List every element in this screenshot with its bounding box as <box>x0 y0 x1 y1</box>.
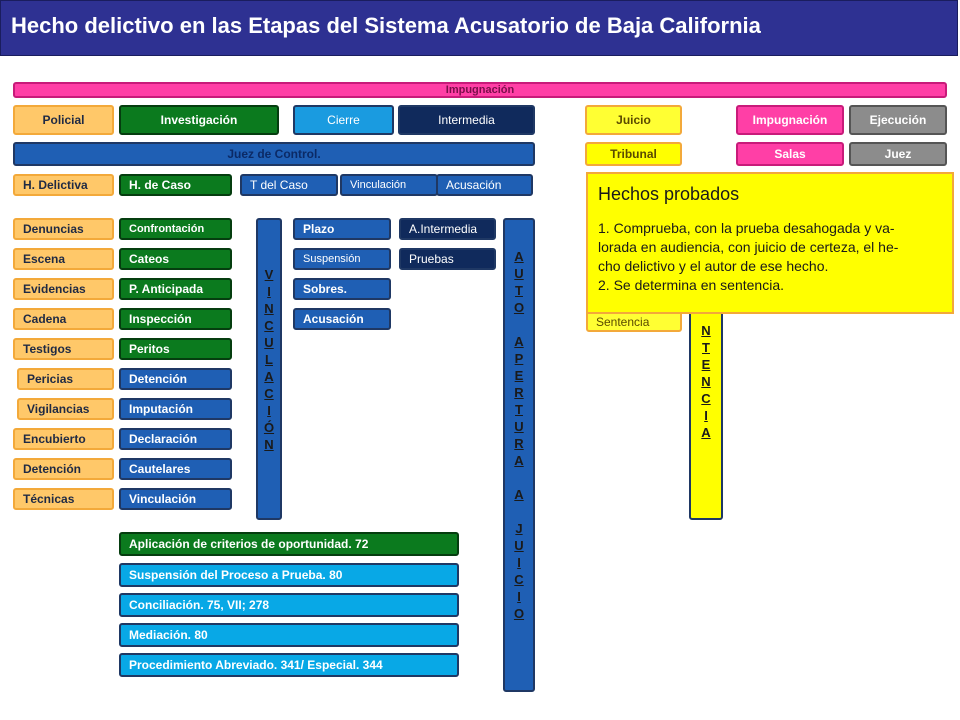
juez-de-control[interactable]: Juez de Control. <box>13 142 535 166</box>
auto-letter: A <box>514 334 524 349</box>
h-de-caso[interactable]: H. de Caso <box>119 174 232 196</box>
sentencia-letter: N <box>701 374 711 389</box>
sentencia-letter: C <box>701 391 711 406</box>
vinculacion-letter: I <box>267 403 271 418</box>
investigacion-item[interactable]: Vinculación <box>119 488 232 510</box>
policial-item[interactable]: Encubierto <box>13 428 114 450</box>
sentencia-letter: E <box>701 357 711 372</box>
vinculacion-letter: C <box>264 318 274 333</box>
auto-letter: T <box>515 283 523 298</box>
t-del-caso[interactable]: T del Caso <box>240 174 338 196</box>
juez[interactable]: Juez <box>849 142 947 166</box>
acusacion-box[interactable]: Acusación <box>436 174 533 196</box>
stage-cierre[interactable]: Cierre <box>293 105 394 135</box>
policial-item[interactable]: Detención <box>13 458 114 480</box>
policial-item[interactable]: Evidencias <box>13 278 114 300</box>
policial-item[interactable]: Denuncias <box>13 218 114 240</box>
popup-line: 1. Comprueba, con la prueba desahogada y va- <box>598 220 895 236</box>
policial-item[interactable]: Cadena <box>13 308 114 330</box>
auto-letter: I <box>517 555 521 570</box>
stage-juicio[interactable]: Juicio <box>585 105 682 135</box>
investigacion-item[interactable]: Peritos <box>119 338 232 360</box>
sentencia-letter: N <box>701 323 711 338</box>
vinculacion-letter: L <box>265 352 273 367</box>
alternativa-suspension[interactable]: Suspensión del Proceso a Prueba. 80 <box>119 563 459 587</box>
hechos-probados-popup <box>586 172 954 314</box>
sentencia-letter: A <box>701 425 711 440</box>
auto-letter: A <box>514 249 524 264</box>
sentencia-letter: T <box>702 340 710 355</box>
investigacion-item[interactable]: Imputación <box>119 398 232 420</box>
auto-letter: U <box>514 419 524 434</box>
alternativa-abreviado[interactable]: Procedimiento Abreviado. 341/ Especial. 344 <box>119 653 459 677</box>
auto-letter: T <box>515 402 523 417</box>
auto-letter: U <box>514 266 524 281</box>
policial-item[interactable]: Testigos <box>13 338 114 360</box>
intermedia-item[interactable]: A.Intermedia <box>399 218 496 240</box>
auto-letter: R <box>514 436 524 451</box>
investigacion-item[interactable]: P. Anticipada <box>119 278 232 300</box>
vinculacion-letter: C <box>264 386 274 401</box>
investigacion-item[interactable]: Detención <box>119 368 232 390</box>
alternativa-criterios[interactable]: Aplicación de criterios de oportunidad. 72 <box>119 532 459 556</box>
page-title: Hecho delictivo en las Etapas del Sistema Acusatorio de Baja California <box>11 13 761 38</box>
investigacion-item[interactable]: Cautelares <box>119 458 232 480</box>
vinculacion-vertical[interactable] <box>256 218 282 520</box>
policial-item[interactable]: Vigilancias <box>17 398 114 420</box>
auto-letter: P <box>514 351 524 366</box>
alternativa-mediacion[interactable]: Mediación. 80 <box>119 623 459 647</box>
stage-ejecucion[interactable]: Ejecución <box>849 105 947 135</box>
h-delictiva[interactable]: H. Delictiva <box>13 174 114 196</box>
stage-policial[interactable]: Policial <box>13 105 114 135</box>
cierre-item[interactable]: Acusación <box>293 308 391 330</box>
policial-item[interactable]: Técnicas <box>13 488 114 510</box>
investigacion-item[interactable]: Declaración <box>119 428 232 450</box>
intermedia-item[interactable]: Pruebas <box>399 248 496 270</box>
vinculacion-letter: N <box>264 437 274 452</box>
cierre-item[interactable]: Suspensión <box>293 248 391 270</box>
auto-letter: O <box>513 300 525 315</box>
popup-title: Hechos probados <box>598 184 740 204</box>
investigacion-item[interactable]: Inspección <box>119 308 232 330</box>
auto-letter: O <box>513 606 525 621</box>
auto-letter: C <box>514 572 524 587</box>
popup-line: cho delictivo y el autor de ese hecho. <box>598 258 829 274</box>
popup-line: 2. Se determina en sentencia. <box>598 277 785 293</box>
investigacion-item[interactable]: Cateos <box>119 248 232 270</box>
tribunal[interactable]: Tribunal <box>585 142 682 166</box>
vinculacion-box[interactable]: Vinculación <box>340 174 438 196</box>
salas[interactable]: Salas <box>736 142 844 166</box>
vinculacion-letter: Ó <box>263 420 275 435</box>
auto-letter: I <box>517 589 521 604</box>
auto-letter: J <box>515 521 523 536</box>
auto-apertura-vertical[interactable] <box>503 218 535 692</box>
auto-letter: R <box>514 385 524 400</box>
cierre-item[interactable]: Plazo <box>293 218 391 240</box>
auto-letter: A <box>514 453 524 468</box>
investigacion-item[interactable]: Confrontación <box>119 218 232 240</box>
popup-line: lorada en audiencia, con juicio de certeza, el he- <box>598 239 899 255</box>
impugnacion-bar[interactable]: Impugnación <box>13 82 947 98</box>
cierre-item[interactable]: Sobres. <box>293 278 391 300</box>
stage-intermedia[interactable]: Intermedia <box>398 105 535 135</box>
vinculacion-letter: A <box>264 369 274 384</box>
sentencia-letter: I <box>704 408 708 423</box>
juicio-item-sentencia[interactable]: Sentencia <box>586 308 682 332</box>
stage-investigacion[interactable]: Investigación <box>119 105 279 135</box>
vinculacion-letter: I <box>267 284 271 299</box>
title-bar <box>0 0 958 56</box>
alternativa-conciliacion[interactable]: Conciliación. 75, VII; 278 <box>119 593 459 617</box>
stage-impugnacion[interactable]: Impugnación <box>736 105 844 135</box>
auto-letter: A <box>514 487 524 502</box>
vinculacion-letter: U <box>264 335 274 350</box>
policial-item[interactable]: Pericias <box>17 368 114 390</box>
vinculacion-letter: V <box>264 267 274 282</box>
vinculacion-letter: N <box>264 301 274 316</box>
policial-item[interactable]: Escena <box>13 248 114 270</box>
auto-letter: U <box>514 538 524 553</box>
auto-letter: E <box>514 368 524 383</box>
